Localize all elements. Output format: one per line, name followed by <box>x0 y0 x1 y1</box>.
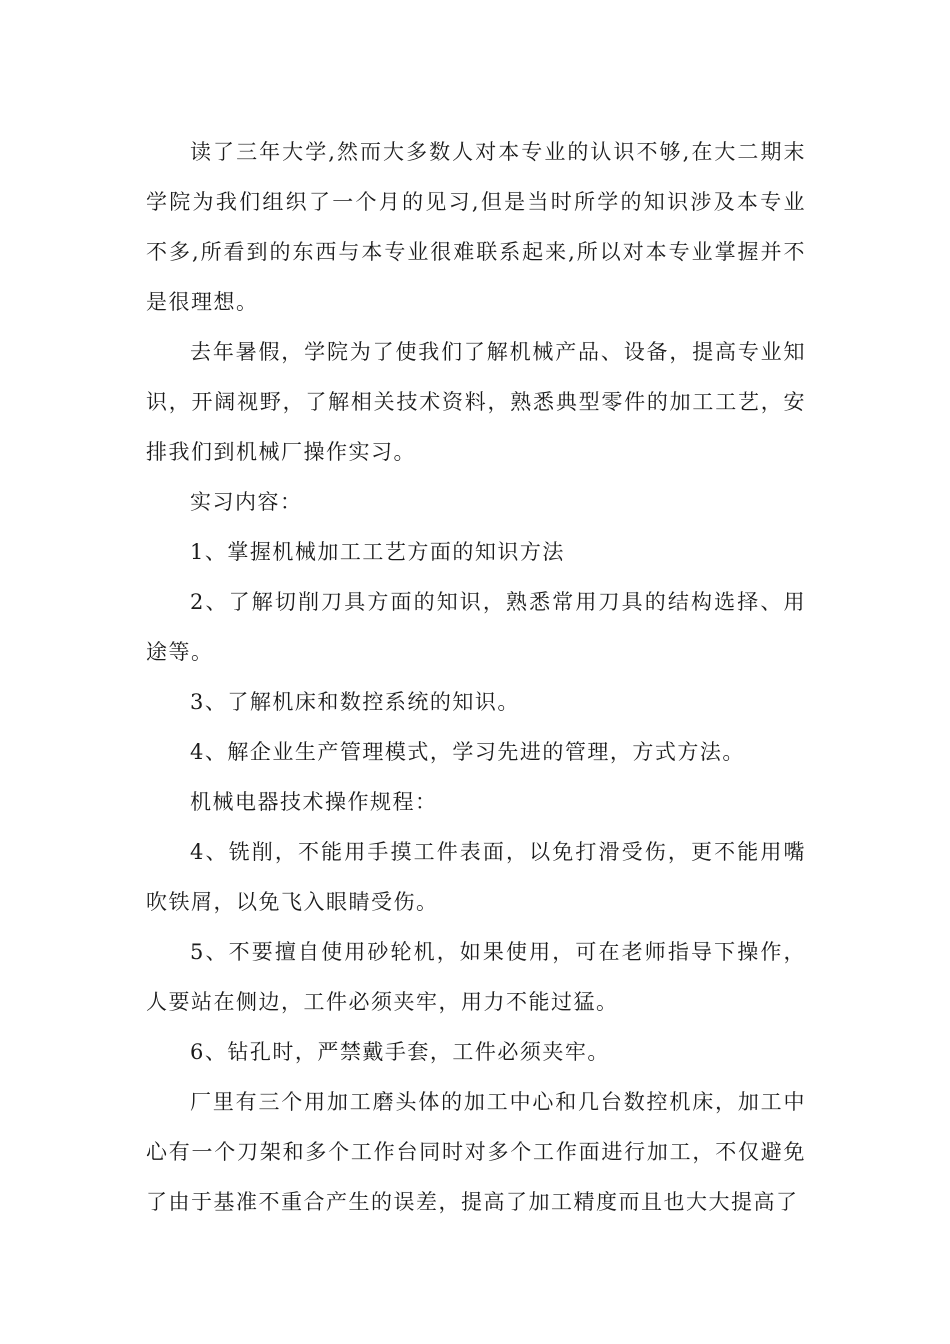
paragraph-intro: 读了三年大学,然而大多数人对本专业的认识不够,在大二期末学院为我们组织了一个月的见习,但是当时所学的知识涉及本专业不多,所看到的东西与本专业很难联系起来,所以对本专业掌握并不是很理想。 <box>146 140 806 314</box>
list-item-content-1: 1、掌握机械加工工艺方面的知识方法 <box>190 540 565 564</box>
list-item-rule-6: 6、钻孔时，严禁戴手套，工件必须夹牢。 <box>190 1040 610 1064</box>
list-item-content-3: 3、了解机床和数控系统的知识。 <box>190 690 520 714</box>
heading-internship-content: 实习内容： <box>190 490 303 514</box>
paragraph-summer-internship: 去年暑假，学院为了使我们了解机械产品、设备，提高专业知识，开阔视野，了解相关技术资料，熟悉典型零件的加工工艺，安排我们到机械厂操作实习。 <box>146 340 806 464</box>
list-item-content-4: 4、解企业生产管理模式，学习先进的管理，方式方法。 <box>190 740 745 764</box>
paragraph-factory: 厂里有三个用加工磨头体的加工中心和几台数控机床，加工中心有一个刀架和多个工作台同时对多个工作面进行加工，不仅避免了由于基准不重合产生的误差，提高了加工精度而且也大大提高了 <box>146 1090 806 1214</box>
heading-operating-rules: 机械电器技术操作规程： <box>190 790 438 814</box>
document-body <box>146 127 806 1227</box>
list-item-content-2: 2、了解切削刀具方面的知识，熟悉常用刀具的结构选择、用途等。 <box>146 590 806 664</box>
list-item-rule-5: 5、不要擅自使用砂轮机，如果使用，可在老师指导下操作，人要站在侧边，工件必须夹牢，用力不能过猛。 <box>146 940 806 1014</box>
list-item-rule-4: 4、铣削，不能用手摸工件表面，以免打滑受伤，更不能用嘴吹铁屑，以免飞入眼睛受伤。 <box>146 840 806 914</box>
